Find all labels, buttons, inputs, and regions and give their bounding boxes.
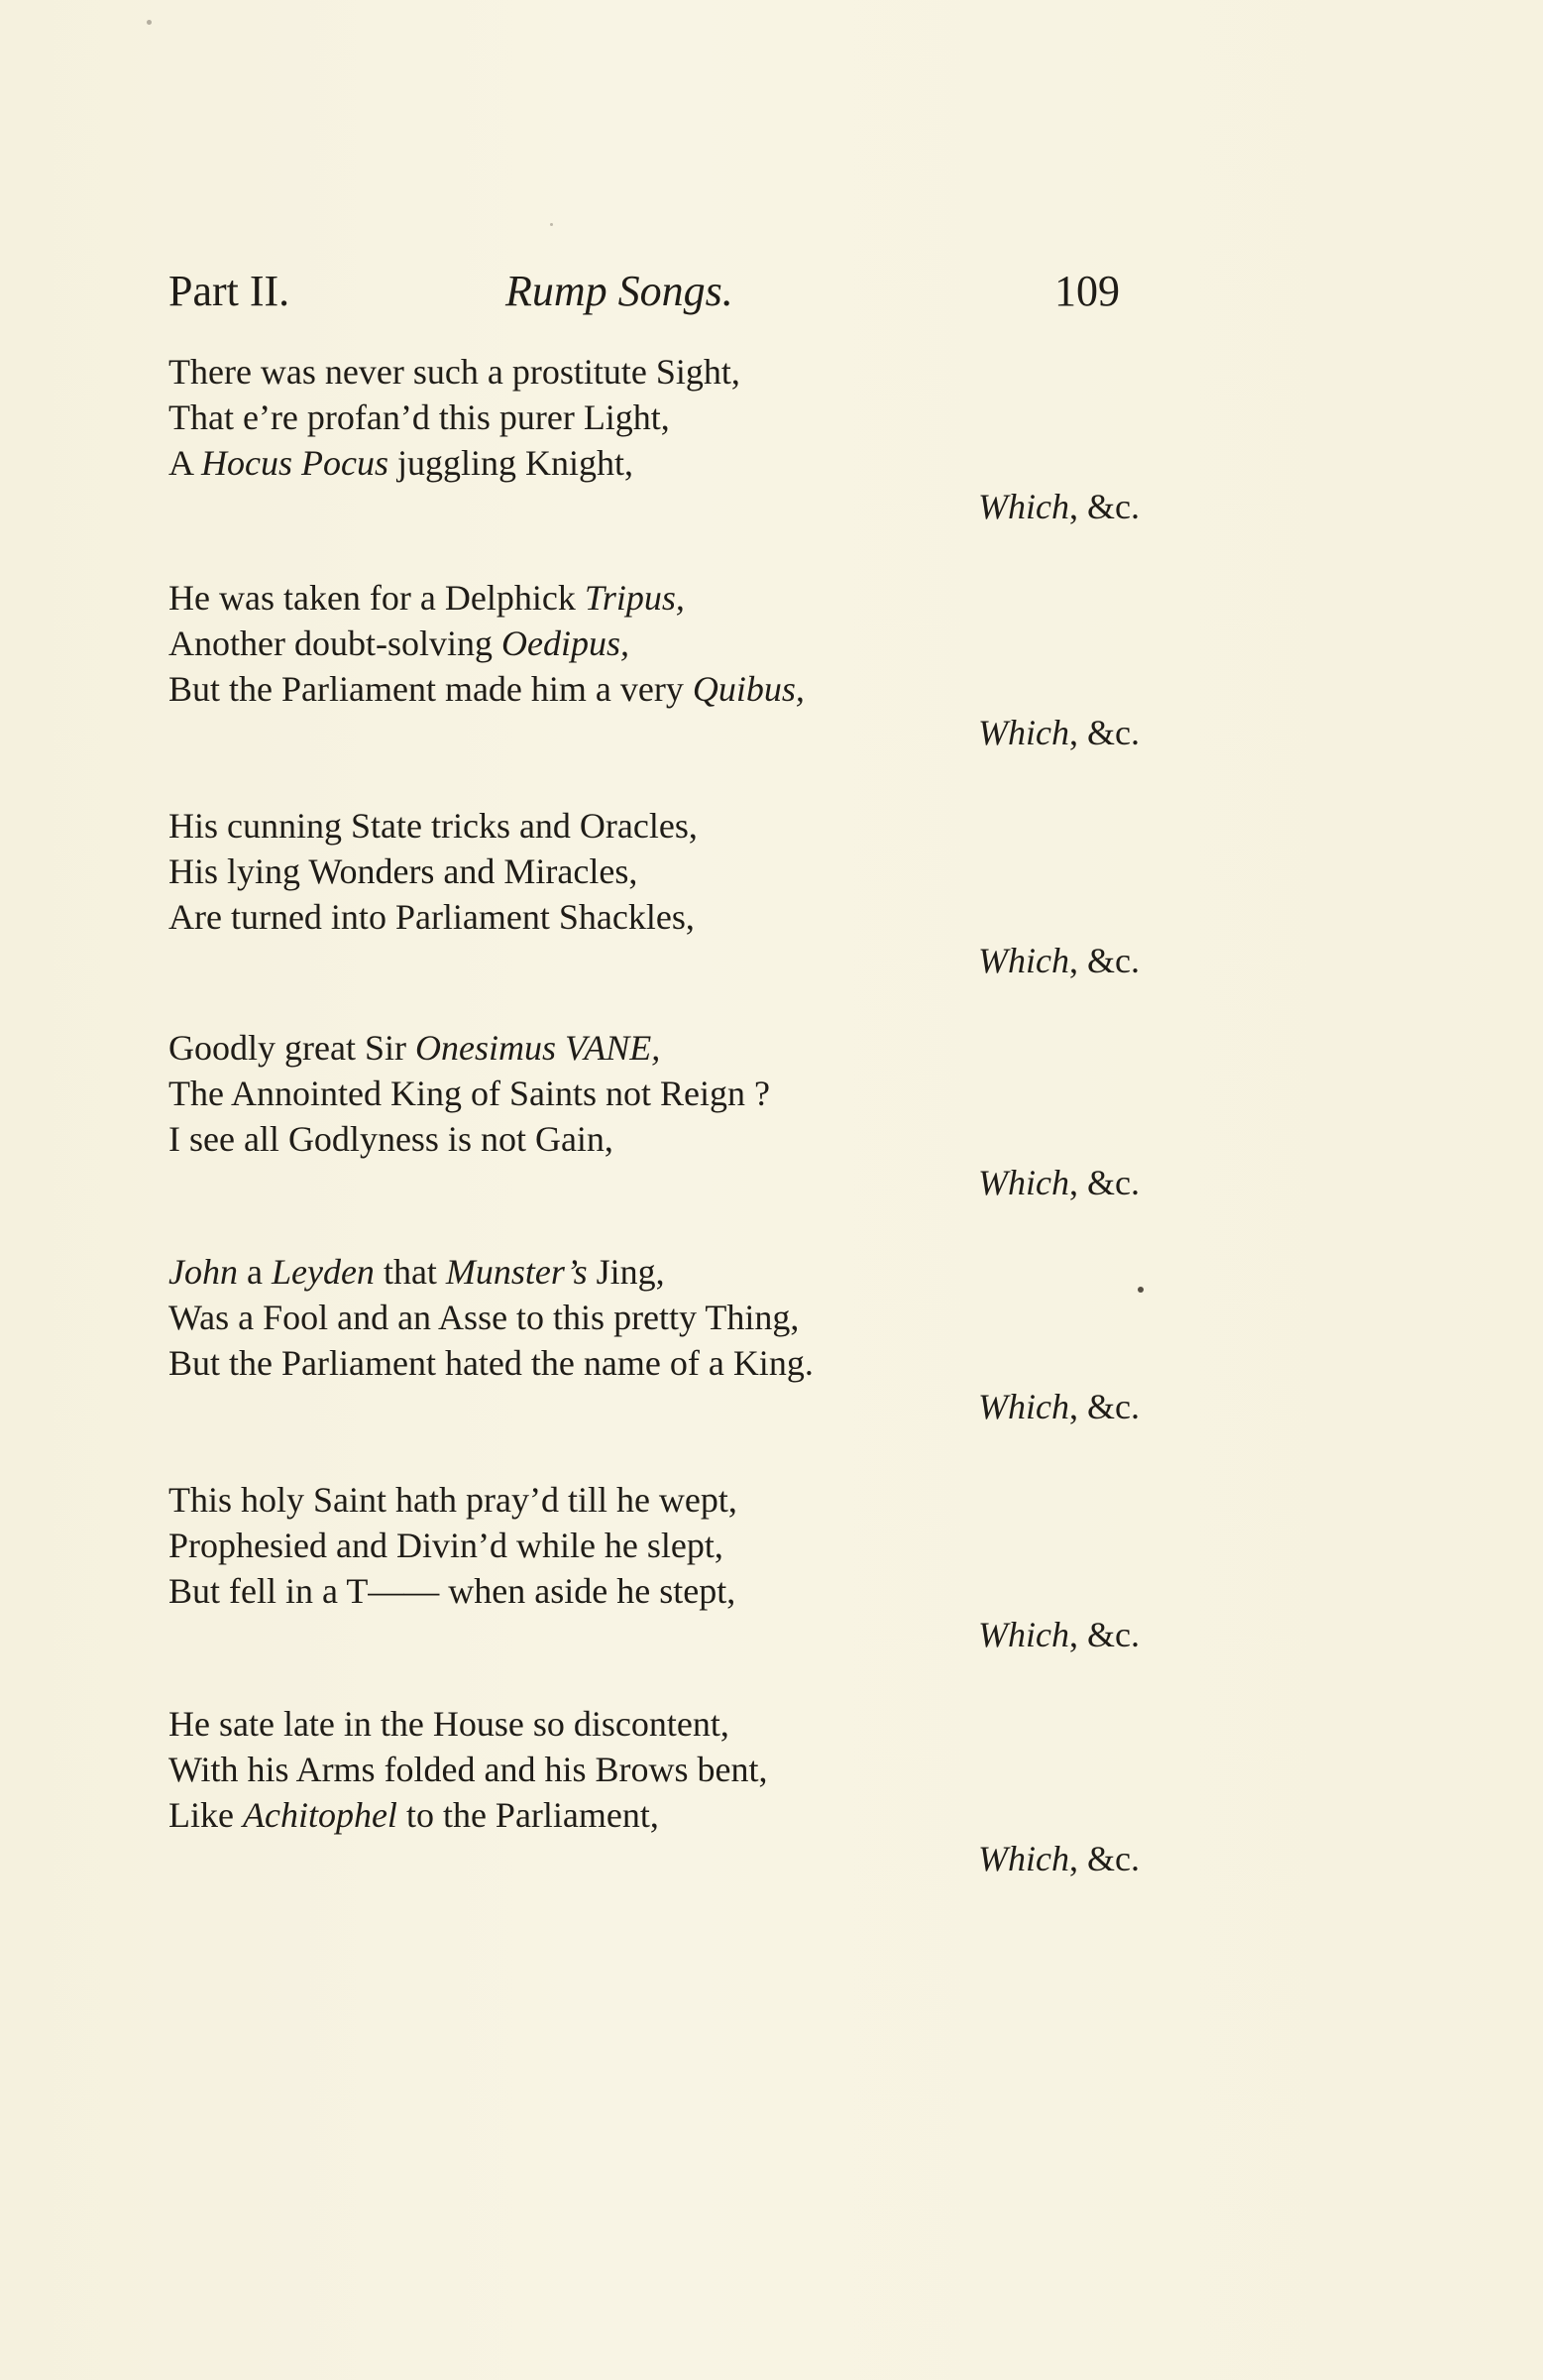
refrain-rest: , &c. xyxy=(1069,1163,1140,1202)
stanza-2 xyxy=(168,575,1140,752)
text-segment: He was taken for a Delphick xyxy=(168,578,585,618)
verse-line xyxy=(168,1477,1140,1523)
text-segment: to the Parliament, xyxy=(396,1795,659,1835)
verse-line xyxy=(168,1025,1140,1071)
refrain-rest: , &c. xyxy=(1069,1387,1140,1426)
stanza-5 xyxy=(168,1249,1140,1426)
italic-segment: Hocus Pocus xyxy=(201,443,388,483)
italic-segment: Achitophel xyxy=(242,1795,397,1835)
running-title: Rump Songs. xyxy=(505,267,733,315)
text-segment: Another doubt-solving xyxy=(168,623,501,663)
verse-line xyxy=(168,1523,1140,1568)
refrain xyxy=(978,1386,1140,1427)
refrain-word: Which xyxy=(978,1839,1070,1878)
refrain xyxy=(978,1614,1140,1655)
stanza-6 xyxy=(168,1477,1140,1654)
page-number: 109 xyxy=(1054,267,1120,315)
verse-line xyxy=(168,440,1140,486)
part-label: Part II. xyxy=(168,267,290,315)
paper-speck xyxy=(147,20,152,25)
text-segment: That e’re profan’d this purer Light, xyxy=(168,397,670,437)
text-segment: Was a Fool and an Asse to this pretty Thing, xyxy=(168,1298,800,1337)
refrain-rest: , &c. xyxy=(1069,1839,1140,1878)
refrain-word: Which xyxy=(978,1615,1070,1654)
stanza-3 xyxy=(168,803,1140,980)
italic-segment: Tripus, xyxy=(584,578,685,618)
text-segment: But the Parliament hated the name of a King. xyxy=(168,1343,814,1383)
refrain xyxy=(978,940,1140,981)
text-segment: There was never such a prostitute Sight, xyxy=(168,352,740,392)
stanza-4 xyxy=(168,1025,1140,1202)
verse-line xyxy=(168,1568,1140,1614)
refrain-word: Which xyxy=(978,713,1070,752)
verse-line xyxy=(168,1792,1140,1838)
verse-line xyxy=(168,1249,1140,1295)
text-segment: But the Parliament made him a very xyxy=(168,669,693,709)
verse-line xyxy=(168,1295,1140,1340)
italic-segment: John xyxy=(168,1252,238,1292)
refrain xyxy=(978,1162,1140,1203)
paper-speck xyxy=(550,223,553,226)
refrain xyxy=(978,1838,1140,1879)
stanza-1 xyxy=(168,349,1140,526)
text-segment: Are turned into Parliament Shackles, xyxy=(168,897,695,937)
verse-line xyxy=(168,1701,1140,1747)
italic-segment: Oedipus, xyxy=(500,623,629,663)
text-segment: Jing, xyxy=(587,1252,665,1292)
verse-line xyxy=(168,575,1140,621)
verse-line xyxy=(168,803,1140,849)
verse-line xyxy=(168,666,1140,712)
refrain-word: Which xyxy=(978,1163,1070,1202)
italic-segment: Munster’s xyxy=(445,1252,588,1292)
stanza-7 xyxy=(168,1701,1140,1878)
verse-line xyxy=(168,849,1140,894)
text-segment: His cunning State tricks and Oracles, xyxy=(168,806,698,846)
refrain-rest: , &c. xyxy=(1069,1615,1140,1654)
italic-segment: Leyden xyxy=(271,1252,375,1292)
verse-line xyxy=(168,395,1140,440)
text-segment: This holy Saint hath pray’d till he wept, xyxy=(168,1480,737,1520)
verse-line xyxy=(168,1340,1140,1386)
refrain-word: Which xyxy=(978,1387,1070,1426)
text-segment: A xyxy=(168,443,202,483)
text-segment: With his Arms folded and his Brows bent, xyxy=(168,1750,768,1789)
text-segment: juggling Knight, xyxy=(387,443,633,483)
text-segment: He sate late in the House so discontent, xyxy=(168,1704,729,1744)
italic-segment: Quibus, xyxy=(692,669,805,709)
text-segment: that xyxy=(374,1252,446,1292)
refrain-rest: , &c. xyxy=(1069,487,1140,526)
italic-segment: Onesimus VANE, xyxy=(414,1028,661,1068)
verse-line xyxy=(168,1116,1140,1162)
text-segment: His lying Wonders and Miracles, xyxy=(168,851,638,891)
refrain-rest: , &c. xyxy=(1069,713,1140,752)
text-segment: Like xyxy=(168,1795,243,1835)
refrain-word: Which xyxy=(978,941,1070,980)
text-segment: I see all Godlyness is not Gain, xyxy=(168,1119,613,1159)
text-segment: But fell in a T—— when aside he stept, xyxy=(168,1571,736,1611)
refrain-word: Which xyxy=(978,487,1070,526)
refrain xyxy=(978,486,1140,527)
text-segment: a xyxy=(237,1252,272,1292)
verse-line xyxy=(168,1071,1140,1116)
text-segment: Goodly great Sir xyxy=(168,1028,415,1068)
verse-line xyxy=(168,894,1140,940)
refrain xyxy=(978,712,1140,753)
verse-line xyxy=(168,349,1140,395)
text-segment: The Annointed King of Saints not Reign ? xyxy=(168,1074,770,1113)
text-segment: Prophesied and Divin’d while he slept, xyxy=(168,1526,723,1565)
running-header xyxy=(168,266,1120,325)
verse-line xyxy=(168,1747,1140,1792)
refrain-rest: , &c. xyxy=(1069,941,1140,980)
verse-line xyxy=(168,621,1140,666)
